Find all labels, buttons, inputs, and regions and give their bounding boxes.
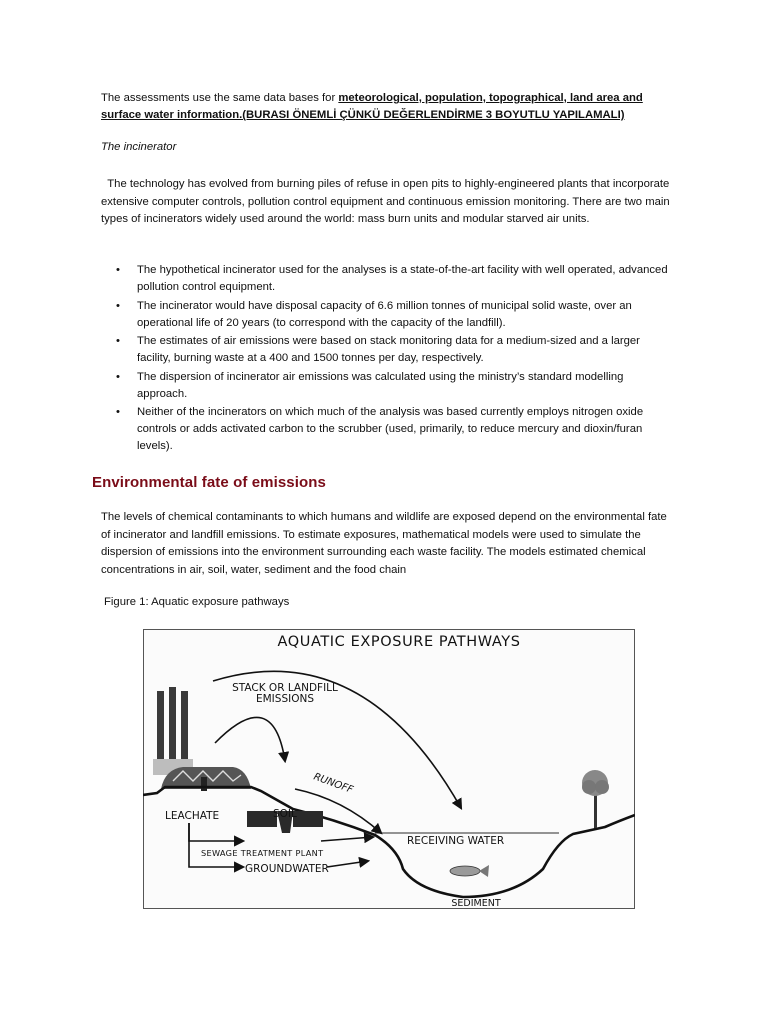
intro-emphasis: meteorological, population, topographical, land area and surface water information.(BURASI ÖNEMLİ ÇÜNKÜ DEĞERLENDİRME 3 BOYUTLU YAPILAMALI) (101, 92, 643, 121)
leachate-label: LEACHATE (165, 810, 220, 822)
list-item (101, 404, 671, 455)
groundwater-label: GROUNDWATER (245, 863, 329, 875)
intro-text: The assessments use the same data bases for (101, 92, 339, 104)
incinerator-subheading: The incinerator (101, 141, 177, 153)
section-heading: Environmental fate of emissions (92, 474, 326, 491)
soil-label: SOIL (273, 808, 297, 820)
list-item-text: Neither of the incinerators on which much of the analysis was based currently employs nitrogen oxide controls or adds activated carbon to the scrubber (used, primarily, to reduce mercury and dioxin/furan levels). (137, 406, 644, 452)
list-item (101, 298, 671, 332)
list-item (101, 262, 671, 296)
bullet-icon: • (116, 264, 120, 276)
figure-caption: Figure 1: Aquatic exposure pathways (104, 596, 290, 608)
receiving-water-label: RECEIVING WATER (407, 835, 505, 847)
bullet-icon: • (116, 406, 120, 418)
figure-title: AQUATIC EXPOSURE PATHWAYS (277, 634, 521, 650)
emissions-label-line1: STACK OR LANDFILL (232, 682, 338, 694)
technology-text: The technology has evolved from burning piles of refuse in open pits to highly-engineered plants that incorporate extensive computer controls, pollution control equipment and continuous emission monitoring. There are two main types of incinerators widely used around the world: mass burn units and modular starved air units. (101, 178, 670, 225)
stacks-icon (153, 687, 193, 775)
pathways-diagram (143, 629, 635, 909)
list-item (101, 369, 671, 403)
aquatic-pathways-figure (143, 629, 635, 909)
bullet-icon: • (116, 299, 120, 312)
sediment-label: SEDIMENT (451, 898, 501, 909)
list-item-text: The estimates of air emissions were based on stack monitoring data for a medium-sized and a larger facility, burning waste at a 400 and 1500 tonnes per day, respectively. (137, 335, 640, 364)
bullet-icon: • (116, 335, 120, 347)
intro-paragraph (101, 90, 671, 124)
list-item-text: The incinerator would have disposal capacity of 6.6 million tonnes of municipal solid waste, over an operational life of 20 years (to correspond with the capacity of the landfill). (137, 299, 632, 329)
list-item-text: The hypothetical incinerator used for the analyses is a state-of-the-art facility with well operated, advanced pollution control equipment. (137, 264, 668, 293)
list-item (101, 333, 671, 367)
sewage-treatment-label: SEWAGE TREATMENT PLANT (201, 848, 324, 858)
environment-paragraph: The levels of chemical contaminants to which humans and wildlife are exposed depend on the environmental fate of incinerator and landfill emissions. To estimate exposures, mathematical models were used to simulate the dispersion of emissions into the environment surrounding each waste facility. The models estimated chemical concentrations in air, soil, water, sediment and the food chain (101, 511, 667, 576)
list-item-text: The dispersion of incinerator air emissions was calculated using the ministry’s standard modelling approach. (137, 370, 624, 400)
runoff-label: RUNOFF (311, 771, 355, 796)
bullet-icon: • (116, 370, 120, 383)
emissions-label-line2: EMISSIONS (255, 693, 315, 705)
technology-paragraph (101, 176, 671, 229)
incinerator-bullet-list (101, 262, 671, 457)
